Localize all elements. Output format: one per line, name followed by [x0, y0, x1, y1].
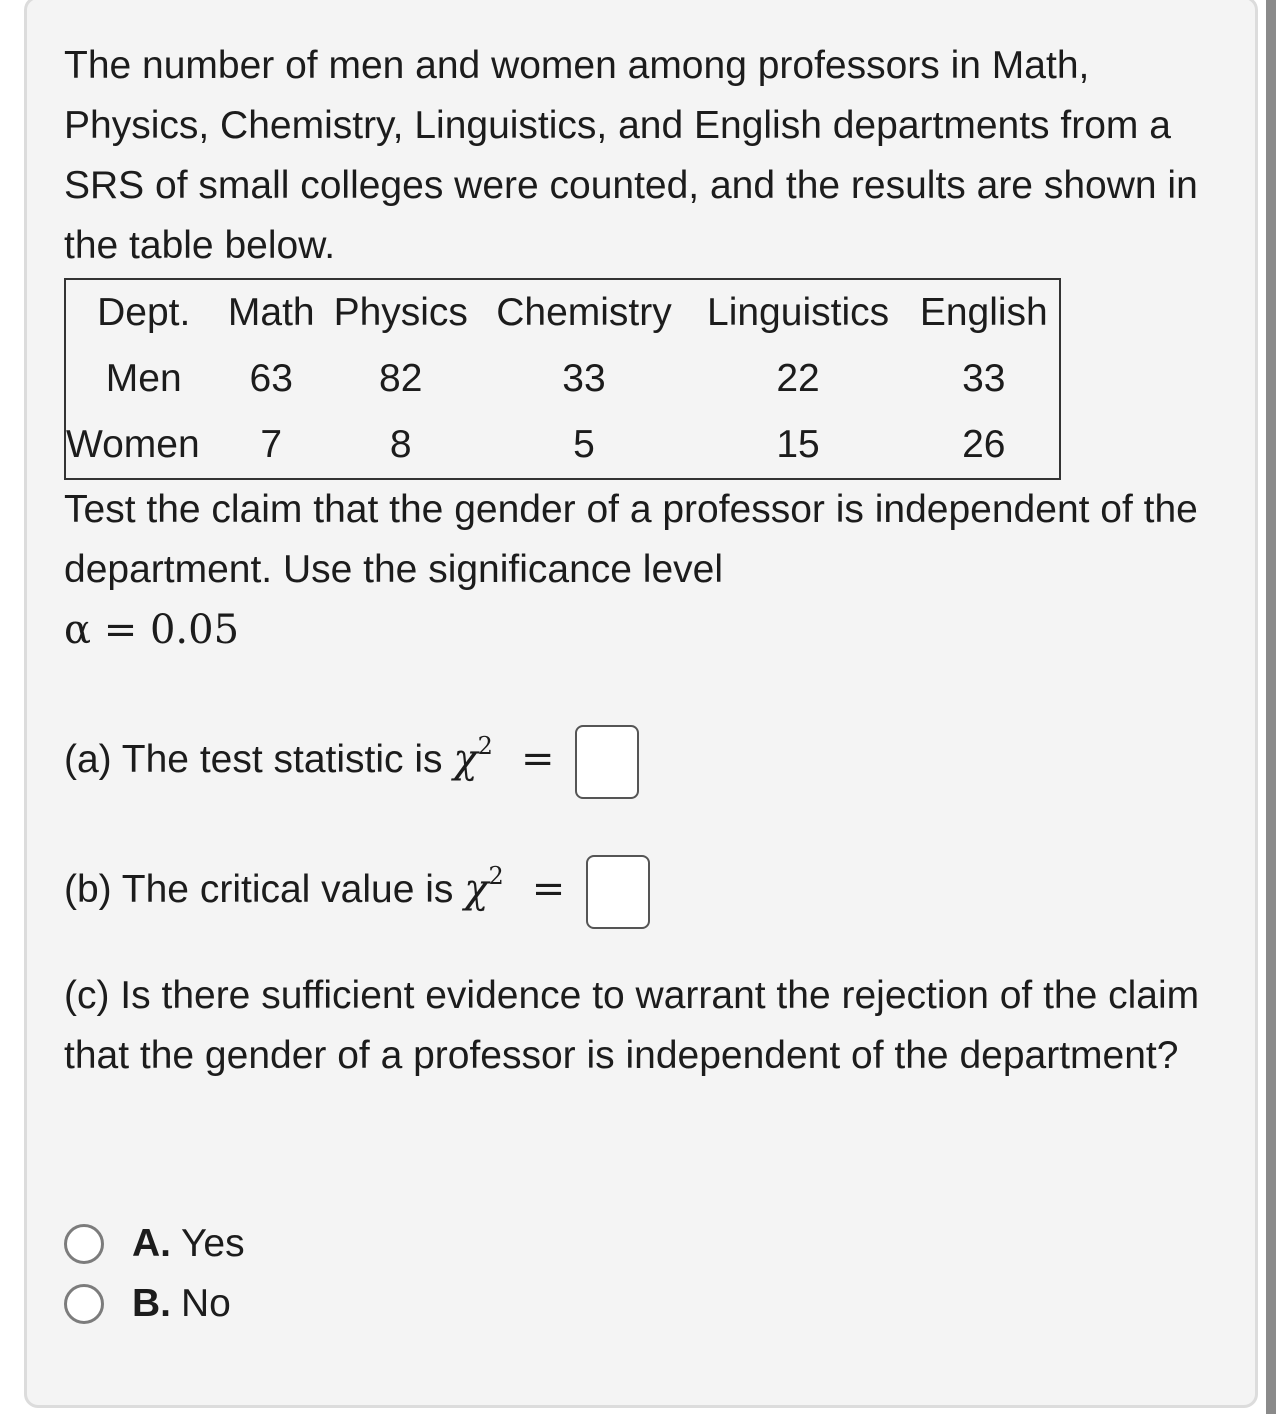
table-header-cell: Physics — [333, 291, 468, 334]
chi-symbol: χ — [453, 736, 478, 782]
table-row — [65, 346, 1060, 412]
table-header-row — [65, 279, 1060, 346]
data-table — [64, 278, 1061, 480]
question-content — [64, 36, 1234, 1325]
part-a — [64, 716, 1229, 799]
row-label: Men — [105, 357, 182, 400]
radio-button-icon[interactable] — [64, 1224, 104, 1264]
table-cell: 7 — [260, 423, 283, 466]
table-header-cell: Linguistics — [707, 291, 890, 334]
chi-exponent: 2 — [477, 732, 493, 760]
table-header-cell: Chemistry — [496, 291, 672, 334]
table-header-cell: English — [919, 291, 1048, 334]
row-label: Women — [66, 423, 200, 466]
table-cell: 33 — [562, 357, 606, 400]
table-cell: 82 — [379, 357, 423, 400]
option-letter: A. — [132, 1222, 171, 1265]
claim-sentence: Test the claim that the gender of a professor is independent of the department. Use the significance level — [64, 488, 1198, 591]
test-statistic-input[interactable] — [575, 725, 639, 799]
table-cell: 5 — [573, 423, 595, 466]
part-b-text: (b) The critical value is — [64, 868, 454, 911]
option-yes[interactable] — [64, 1214, 245, 1274]
chi-symbol: χ — [464, 866, 489, 912]
part-b — [64, 846, 1229, 929]
part-a-text: (a) The test statistic is — [64, 738, 443, 781]
scrollbar-edge — [1266, 0, 1276, 1414]
table-cell: 15 — [776, 423, 820, 466]
claim-text — [64, 480, 1229, 661]
table-cell: 22 — [776, 357, 820, 400]
table-cell: 33 — [962, 357, 1006, 400]
answer-options — [64, 1214, 245, 1334]
chi-exponent: 2 — [488, 862, 504, 890]
option-label: No — [181, 1282, 231, 1325]
part-c-text: (c) Is there sufficient evidence to warrant the rejection of the claim that the gender of a professor is independent of the department? — [64, 974, 1200, 1077]
alpha-value: α = 0.05 — [64, 607, 240, 653]
table-header-cell: Math — [227, 291, 315, 334]
table-cell: 63 — [249, 357, 293, 400]
option-letter: B. — [132, 1282, 171, 1325]
equals-sign: = — [520, 736, 555, 782]
table-cell: 8 — [389, 423, 412, 466]
table-header-cell: Dept. — [97, 291, 191, 334]
table-cell: 26 — [962, 423, 1006, 466]
equals-sign: = — [531, 866, 566, 912]
radio-button-icon[interactable] — [64, 1284, 104, 1324]
intro-text: The number of men and women among professors in Math, Physics, Chemistry, Linguistics, and English departments from a SRS of small colleges were counted, and the results are shown in the table below. — [64, 44, 1198, 267]
option-no[interactable] — [64, 1274, 245, 1334]
table-row — [65, 412, 1060, 479]
critical-value-input[interactable] — [586, 855, 650, 929]
option-label: Yes — [181, 1222, 245, 1265]
